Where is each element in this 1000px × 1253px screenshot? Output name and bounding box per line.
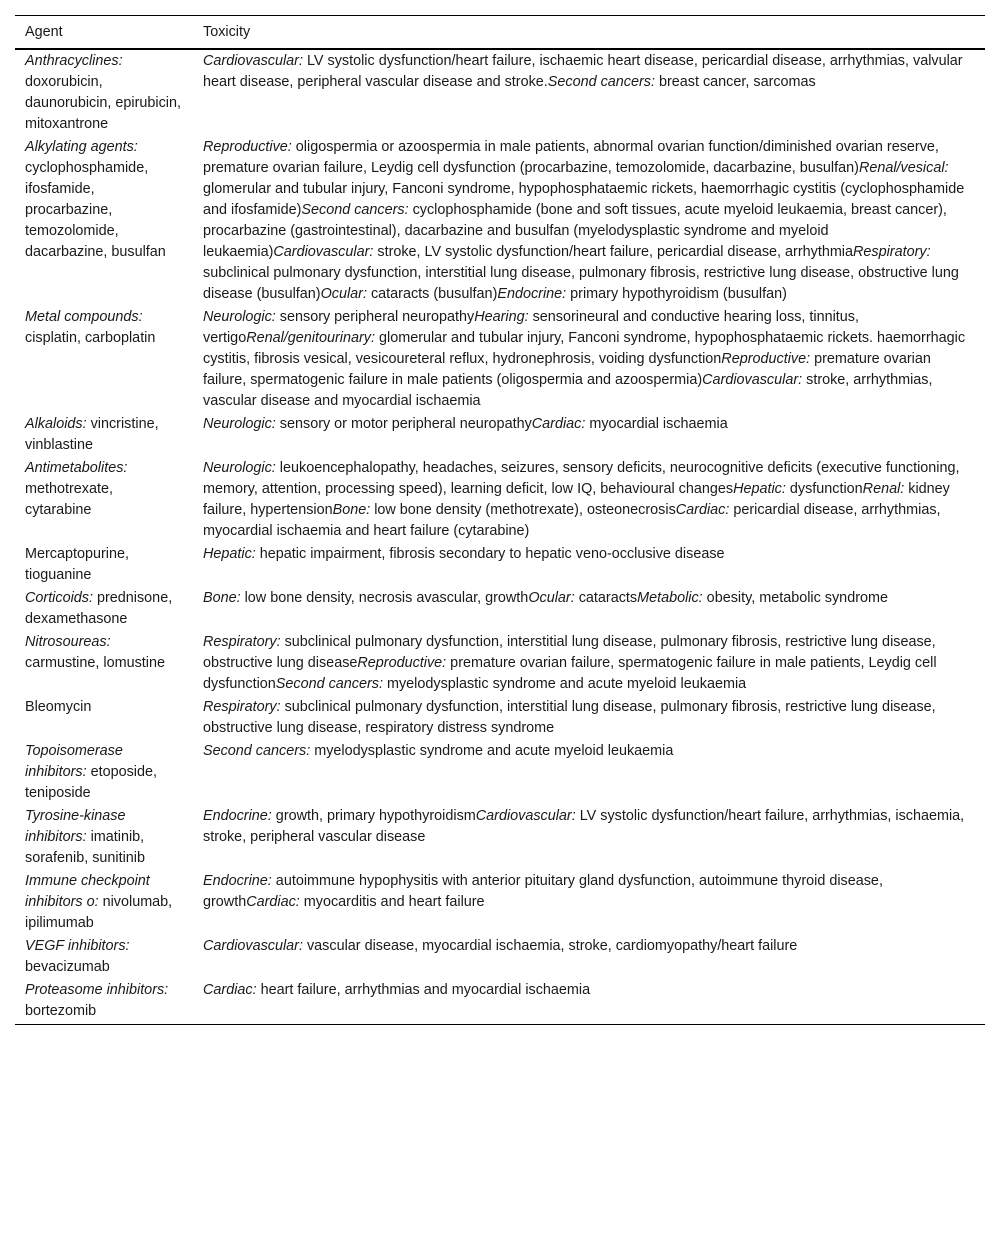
toxicity-text: sensory or motor peripheral neuropathy — [275, 416, 532, 432]
toxicity-cell — [193, 740, 985, 805]
agent-text: etoposide, teniposide — [25, 764, 158, 801]
toxicity-category-label: Hepatic: — [203, 546, 256, 562]
agent-cell — [15, 870, 193, 935]
toxicity-category-label: Renal/genitourinary: — [246, 330, 375, 346]
table-row — [15, 870, 985, 935]
toxicity-text: sensorineural and conductive hearing loss, tinnitus, vertigo — [203, 309, 859, 346]
toxicity-category-label: Cardiovascular: — [273, 244, 374, 260]
agent-cell — [15, 740, 193, 805]
toxicity-category-label: Hearing: — [474, 309, 529, 325]
agent-category-label: Anthracyclines: — [25, 53, 123, 69]
agent-text: methotrexate, cytarabine — [25, 481, 113, 518]
table-row — [15, 740, 985, 805]
toxicity-cell — [193, 805, 985, 870]
agent-text: bevacizumab — [25, 959, 110, 975]
agent-category-label: Tyrosine-kinase inhibitors: — [25, 808, 126, 845]
toxicity-text: cyclophosphamide (bone and soft tissues, acute myeloid leukaemia, breast cancer), procarbazine (gastrointestinal), dacarbazine and busulfan (myelodysplastic syndrome and myeloid leukaemia) — [203, 202, 947, 260]
toxicity-text: subclinical pulmonary dysfunction, interstitial lung disease, pulmonary fibrosis, restrictive lung disease, obstructive lung disease, respiratory distress syndrome — [203, 699, 936, 736]
agent-category-label: Immune checkpoint inhibitors o: — [25, 873, 150, 910]
toxicity-category-label: Renal: — [862, 481, 905, 497]
agent-category-label: Proteasome inhibitors: — [25, 982, 169, 998]
agent-category-label: Alkaloids: — [25, 416, 87, 432]
toxicity-text: low bone density (methotrexate), osteonecrosis — [370, 502, 676, 518]
toxicity-text: stroke, LV systolic dysfunction/heart failure, pericardial disease, arrhythmia — [373, 244, 854, 260]
toxicity-category-label: Endocrine: — [203, 808, 272, 824]
toxicity-category-label: Bone: — [203, 590, 241, 606]
toxicity-category-label: Reproductive: — [203, 139, 292, 155]
toxicity-category-label: Second cancers: — [547, 74, 655, 90]
column-header-toxicity: Toxicity — [193, 16, 985, 50]
agent-text: doxorubicin, daunorubicin, epirubicin, mitoxantrone — [25, 74, 181, 132]
toxicity-text: autoimmune hypophysitis with anterior pituitary gland dysfunction, autoimmune thyroid disease, growth — [203, 873, 883, 910]
toxicity-category-label: Reproductive: — [357, 655, 447, 671]
toxicity-category-label: Endocrine: — [203, 873, 272, 889]
toxicity-category-label: Respiratory: — [203, 634, 281, 650]
agent-cell — [15, 136, 193, 306]
toxicity-category-label: Cardiovascular: — [702, 372, 803, 388]
agent-category-label: Corticoids: — [25, 590, 93, 606]
toxicity-category-label: Second cancers: — [203, 743, 311, 759]
toxicity-table — [15, 15, 985, 1025]
table-body — [15, 49, 985, 1025]
table-row — [15, 49, 985, 136]
toxicity-text: breast cancer, sarcomas — [654, 74, 816, 90]
agent-text: nivolumab, ipilimumab — [25, 894, 173, 931]
table-row — [15, 805, 985, 870]
toxicity-cell — [193, 631, 985, 696]
toxicity-table-container — [15, 15, 985, 1025]
toxicity-cell — [193, 543, 985, 587]
toxicity-category-label: Cardiac: — [531, 416, 586, 432]
toxicity-text: LV systolic dysfunction/heart failure, arrhythmias, ischaemia, stroke, peripheral vascular disease — [203, 808, 965, 845]
toxicity-text: cataracts (busulfan) — [366, 286, 498, 302]
toxicity-cell — [193, 979, 985, 1025]
toxicity-cell — [193, 870, 985, 935]
table-row — [15, 413, 985, 457]
agent-cell — [15, 306, 193, 413]
toxicity-cell — [193, 136, 985, 306]
toxicity-text: kidney failure, hypertension — [203, 481, 950, 518]
toxicity-text: cataracts — [574, 590, 638, 606]
toxicity-category-label: Cardiovascular: — [475, 808, 576, 824]
toxicity-category-label: Bone: — [332, 502, 371, 518]
table-row — [15, 935, 985, 979]
toxicity-category-label: Metabolic: — [637, 590, 703, 606]
toxicity-category-label: Cardiovascular: — [203, 938, 303, 954]
agent-cell — [15, 935, 193, 979]
toxicity-cell — [193, 935, 985, 979]
table-row — [15, 136, 985, 306]
toxicity-cell — [193, 587, 985, 631]
toxicity-text: stroke, arrhythmias, vascular disease and myocardial ischaemia — [203, 372, 933, 409]
toxicity-category-label: Cardiovascular: — [203, 53, 303, 69]
toxicity-category-label: Renal/vesical: — [858, 160, 949, 176]
toxicity-cell — [193, 696, 985, 740]
agent-text: bortezomib — [25, 1003, 97, 1019]
table-row — [15, 587, 985, 631]
agent-category-label: Metal compounds: — [25, 309, 143, 325]
toxicity-text: subclinical pulmonary dysfunction, interstitial lung disease, pulmonary fibrosis, restrictive lung disease, obstructive lung disease (busulfan) — [203, 265, 959, 302]
agent-cell — [15, 587, 193, 631]
table-row — [15, 457, 985, 543]
toxicity-text: primary hypothyroidism (busulfan) — [566, 286, 787, 302]
toxicity-cell — [193, 413, 985, 457]
agent-category-label: Alkylating agents: — [25, 139, 138, 155]
toxicity-category-label: Ocular: — [528, 590, 575, 606]
toxicity-cell — [193, 306, 985, 413]
toxicity-category-label: Second cancers: — [275, 676, 383, 692]
toxicity-cell — [193, 457, 985, 543]
toxicity-category-label: Cardiac: — [203, 982, 257, 998]
toxicity-category-label: Hepatic: — [733, 481, 786, 497]
toxicity-text: heart failure, arrhythmias and myocardial ischaemia — [256, 982, 591, 998]
agent-category-label: VEGF inhibitors: — [25, 938, 130, 954]
agent-category-label: Topoisomerase inhibitors: — [25, 743, 123, 780]
toxicity-text: leukoencephalopathy, headaches, seizures, sensory deficits, neurocognitive deficits (executive functioning, memory, attention, processing speed), learning deficit, low IQ, behavioural changes — [203, 460, 960, 497]
toxicity-text: premature ovarian failure, spermatogenic failure in male patients, Leydig cell dysfunction — [203, 655, 937, 692]
agent-text: cisplatin, carboplatin — [25, 330, 156, 346]
toxicity-category-label: Reproductive: — [721, 351, 811, 367]
toxicity-text: low bone density, necrosis avascular, growth — [240, 590, 529, 606]
agent-category-label: Nitrosoureas: — [25, 634, 111, 650]
toxicity-category-label: Neurologic: — [203, 309, 276, 325]
toxicity-text: myocarditis and heart failure — [299, 894, 485, 910]
toxicity-cell — [193, 49, 985, 136]
toxicity-text: obesity, metabolic syndrome — [702, 590, 888, 606]
agent-text: carmustine, lomustine — [25, 655, 165, 671]
toxicity-category-label: Neurologic: — [203, 460, 276, 476]
toxicity-text: hepatic impairment, fibrosis secondary to hepatic veno-occlusive disease — [255, 546, 725, 562]
table-row — [15, 696, 985, 740]
agent-cell — [15, 805, 193, 870]
agent-cell — [15, 631, 193, 696]
table-header-row — [15, 16, 985, 50]
table-row — [15, 979, 985, 1025]
toxicity-text: subclinical pulmonary dysfunction, interstitial lung disease, pulmonary fibrosis, restrictive lung disease, obstructive lung disease — [203, 634, 936, 671]
agent-text: cyclophosphamide, ifosfamide, procarbazine, temozolomide, dacarbazine, busulfan — [25, 160, 166, 260]
toxicity-text: myelodysplastic syndrome and acute myeloid leukaemia — [383, 676, 747, 692]
toxicity-category-label: Endocrine: — [497, 286, 567, 302]
agent-category-label: Antimetabolites: — [25, 460, 128, 476]
agent-cell — [15, 696, 193, 740]
toxicity-text: oligospermia or azoospermia in male patients, abnormal ovarian function/diminished ovarian reserve, premature ovarian failure, Leydig cell dysfunction (procarbazine, temozolomide, dacarbazine, busulfan) — [203, 139, 939, 176]
toxicity-text: growth, primary hypothyroidism — [271, 808, 476, 824]
toxicity-category-label: Neurologic: — [203, 416, 276, 432]
toxicity-text: premature ovarian failure, spermatogenic failure in male patients (oligospermia and azoospermia) — [203, 351, 931, 388]
toxicity-category-label: Second cancers: — [301, 202, 409, 218]
agent-cell — [15, 49, 193, 136]
agent-cell — [15, 979, 193, 1025]
toxicity-text: glomerular and tubular injury, Fanconi syndrome, hypophosphataemic rickets. haemorrhagic cystitis, fibrosis vesical, vesicoureteral reflux, hydronephrosis, voiding dysfunction — [203, 330, 966, 367]
agent-cell — [15, 413, 193, 457]
agent-cell — [15, 543, 193, 587]
toxicity-category-label: Respiratory: — [853, 244, 931, 260]
toxicity-text: myocardial ischaemia — [585, 416, 728, 432]
toxicity-text: myelodysplastic syndrome and acute myeloid leukaemia — [310, 743, 674, 759]
agent-cell — [15, 457, 193, 543]
agent-text: Bleomycin — [25, 699, 92, 715]
table-row — [15, 631, 985, 696]
table-row — [15, 306, 985, 413]
toxicity-text: glomerular and tubular injury, Fanconi syndrome, hypophosphataemic rickets, haemorrhagic cystitis (cyclophosphamide and ifosfamide) — [203, 181, 965, 218]
toxicity-text: pericardial disease, arrhythmias, myocardial ischaemia and heart failure (cytarabine) — [203, 502, 941, 539]
toxicity-text: dysfunction — [785, 481, 863, 497]
agent-text: prednisone, dexamethasone — [25, 590, 173, 627]
agent-text: imatinib, sorafenib, sunitinib — [25, 829, 145, 866]
agent-text: vincristine, vinblastine — [25, 416, 159, 453]
toxicity-category-label: Cardiac: — [675, 502, 730, 518]
agent-text: Mercaptopurine, tioguanine — [25, 546, 129, 583]
toxicity-category-label: Ocular: — [320, 286, 367, 302]
toxicity-text: LV systolic dysfunction/heart failure, ischaemic heart disease, pericardial disease, arrhythmias, valvular heart disease, peripheral vascular disease and stroke. — [203, 53, 963, 90]
toxicity-text: sensory peripheral neuropathy — [275, 309, 475, 325]
toxicity-category-label: Cardiac: — [246, 894, 300, 910]
toxicity-category-label: Respiratory: — [203, 699, 281, 715]
table-row — [15, 543, 985, 587]
toxicity-text: vascular disease, myocardial ischaemia, stroke, cardiomyopathy/heart failure — [302, 938, 798, 954]
column-header-agent: Agent — [15, 16, 193, 50]
